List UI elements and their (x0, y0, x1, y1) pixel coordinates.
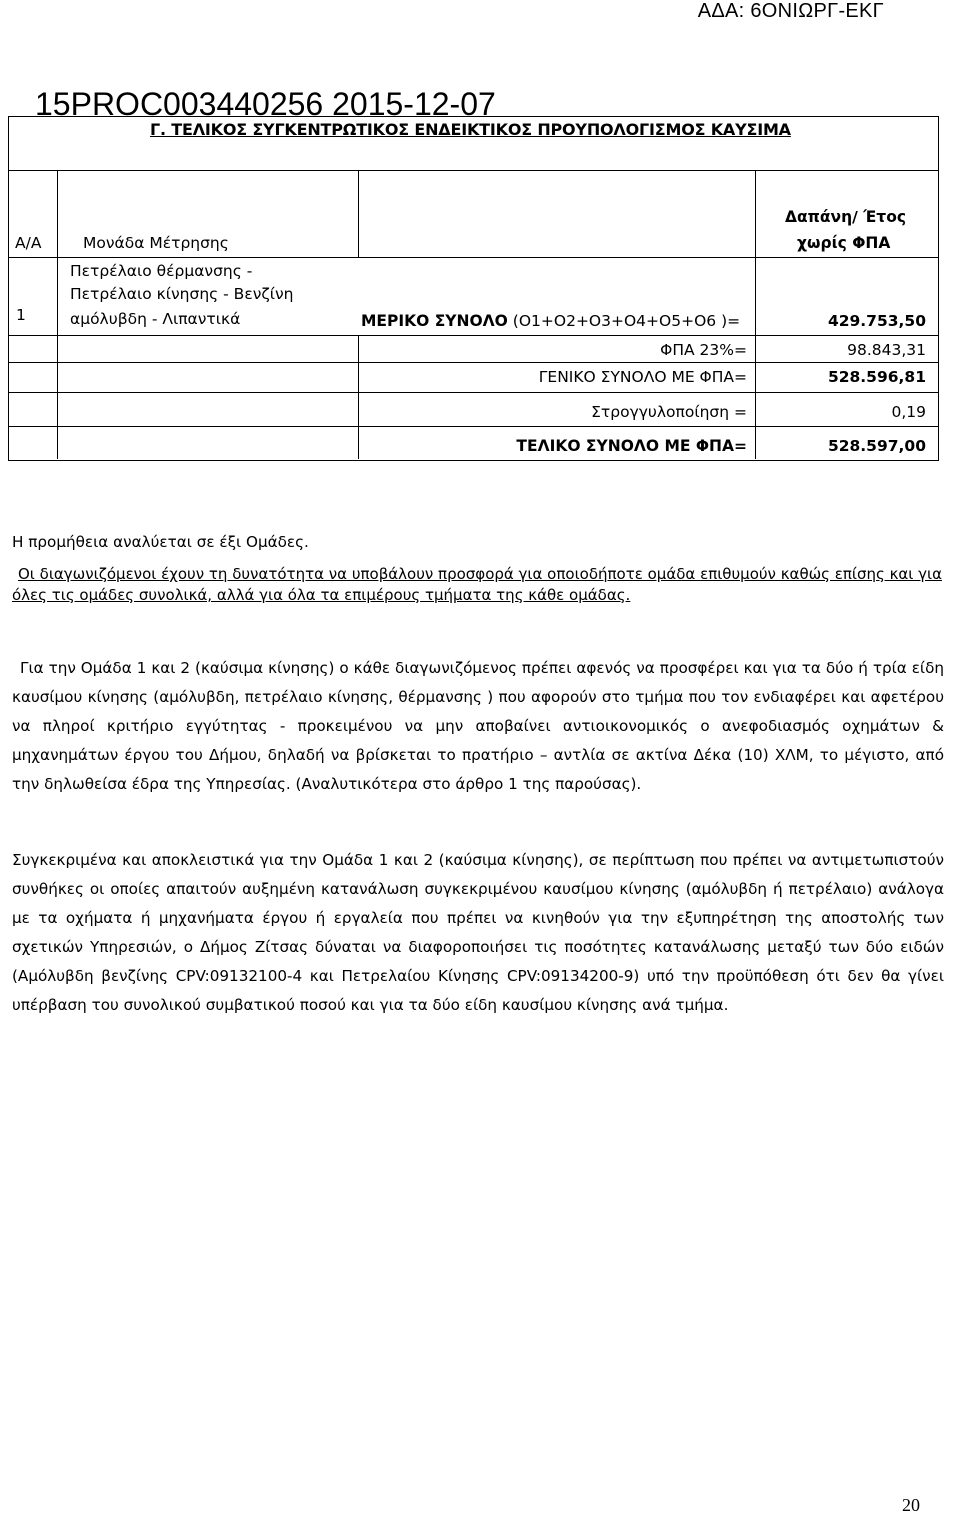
row1-desc-line1: Πετρέλαιο θέρμανσης - (70, 262, 253, 280)
page-number: 20 (902, 1495, 920, 1515)
row1-desc-line2: Πετρέλαιο κίνησης - Βενζίνη (70, 285, 294, 303)
col-divider (358, 170, 359, 257)
ada-code: ΑΔΑ: 6ΟΝΙΩΡΓ-ΕΚΓ (697, 0, 884, 22)
col-aa-header: Α/Α (15, 234, 42, 252)
vat-label: ΦΠΑ 23%= (660, 341, 747, 359)
final-total-value: 528.597,00 (827, 437, 926, 455)
col-divider (57, 335, 58, 459)
paragraph-fuel-groups: Για την Ομάδα 1 και 2 (καύσιμα κίνησης) ο κάθε διαγωνιζόμενος πρέπει αφενός να προσφέρει και για τα δύο ή τρία είδη καυσίμου κίνησης (αμόλυβδη, πετρέλαιο κίνησης, θέρμανσης ) που αφορούν στο τμήμα που τον ενδιαφέρει και αφετέρου να πληροί κριτήριο εγγύτητας - προκειμένου να μην αποβαίνει αντιοικονομικός ο ανεφοδιασμός οχημάτων & μηχανημάτων έργου του Δήμου, δηλαδή να βρίσκεται το πρατήριο – αντλία σε ακτίνα Δέκα (10) ΧΛΜ, το μέγιστο, από την δηλωθείσα έδρα της Υπηρεσίας. (Αναλυτικότερα στο άρθρο 1 της παρούσας). (12, 659, 944, 793)
paragraph-bidders (12, 564, 942, 606)
col-divider (755, 170, 756, 459)
row-divider (8, 170, 939, 171)
partial-total-label-bold: ΜΕΡΙΚΟ ΣΥΝΟΛΟ (361, 312, 508, 330)
table-title: Γ. ΤΕΛΙΚΟΣ ΣΥΓΚΕΝΤΡΩΤΙΚΟΣ ΕΝΔΕΙΚΤΙΚΟΣ ΠΡΟΥΠΟΛΟΓΙΣΜΟΣ ΚΑΥΣΙΜΑ (150, 120, 791, 139)
paragraph-fuel-specific: Συγκεκριμένα και αποκλειστικά για την Ομάδα 1 και 2 (καύσιμα κίνησης), σε περίπτωση που πρέπει να αντιμετωπιστούν συνθήκες οι οποίες απαιτούν αυξημένη κατανάλωση συγκεκριμένου καυσίμου κίνησης (αμόλυβδη ή πετρέλαιο) ανάλογα με τα οχήματα ή μηχανήματα έργου ή εργαλεία που πρέπει να κινηθούν για την εξυπηρέτηση της αποστολής των σχετικών Υπηρεσιών, ο Δήμος Ζίτσας δύναται να διαφοροποιήσει τις ποσότητες κατανάλωσης μεταξύ των δύο ειδών (Αμόλυβδη βενζίνης CPV:09132100-4 και Πετρελαίου Κίνησης CPV:09134200-9) υπό την προϋπόθεση ότι δεν θα γίνει υπέρβαση του συνολικού συμβατικού ποσού και για τα δύο είδη καυσίμου κίνησης ανά τμήμα. (12, 851, 944, 1014)
partial-total-label (361, 311, 740, 331)
row-divider (8, 392, 939, 393)
row-divider (8, 362, 939, 363)
row-divider (8, 335, 939, 336)
partial-total-label-formula: (Ο1+Ο2+Ο3+Ο4+Ο5+Ο6 )= (507, 312, 741, 330)
partial-total-value: 429.753,50 (827, 312, 926, 330)
rounding-value: 0,19 (891, 403, 926, 421)
col-divider (57, 170, 58, 335)
final-total-label: ΤΕΛΙΚΟ ΣΥΝΟΛΟ ΜΕ ΦΠΑ= (516, 437, 747, 455)
col-unit-header: Μονάδα Μέτρησης (83, 234, 229, 252)
row1-number: 1 (16, 306, 26, 324)
protocol-code: 15PROC003440256 2015-12-07 (35, 86, 496, 122)
col-cost-header-line2: χωρίς ΦΠΑ (797, 234, 891, 252)
grand-total-value: 528.596,81 (827, 368, 926, 386)
paragraph-groups: Η προμήθεια αναλύεται σε έξι Ομάδες. (12, 533, 309, 551)
vat-value: 98.843,31 (847, 341, 926, 359)
row-divider (8, 426, 939, 427)
row-divider (8, 257, 939, 258)
paragraph-bidders-text: Οι διαγωνιζόμενοι έχουν τη δυνατότητα να υποβάλουν προσφορά για οποιοδήποτε ομάδα επιθυμούν καθώς επίσης και για όλες τις ομάδες συνολικά, αλλά για όλα τα επιμέρους τμήματα της κάθε ομάδας. (12, 565, 942, 604)
col-cost-header-line1: Δαπάνη/ Έτος (785, 208, 907, 226)
grand-total-label: ΓΕΝΙΚΟ ΣΥΝΟΛΟ ΜΕ ΦΠΑ= (538, 368, 747, 386)
col-divider (358, 335, 359, 459)
rounding-label: Στρογγυλοποίηση = (591, 403, 747, 421)
row1-desc-line3: αμόλυβδη - Λιπαντικά (70, 310, 241, 328)
